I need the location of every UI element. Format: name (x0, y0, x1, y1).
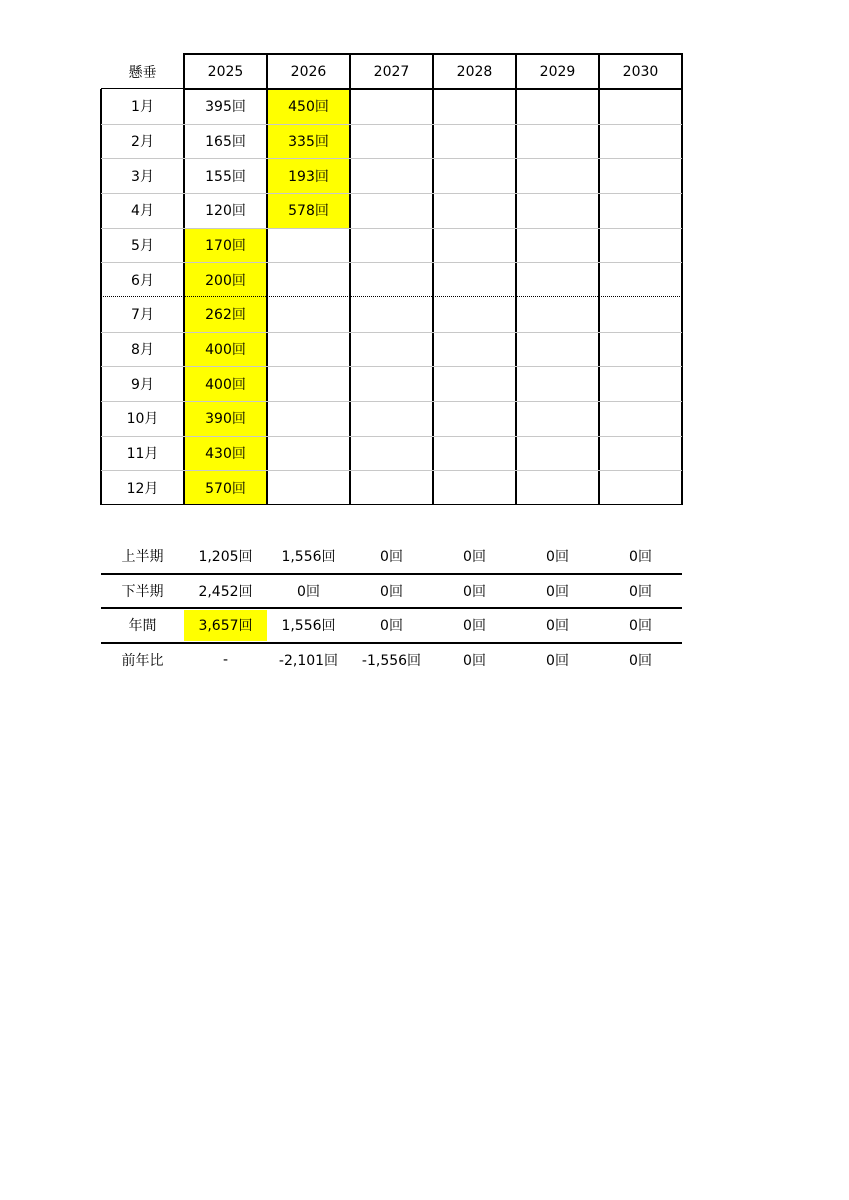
summary-divider (101, 573, 682, 575)
summary-label: 下半期 (121, 583, 164, 600)
summary-cell: 0回 (546, 549, 569, 566)
summary-cell: 1,556回 (281, 549, 336, 566)
data-cell (267, 262, 350, 297)
data-cell (599, 124, 682, 159)
data-cell (599, 366, 682, 401)
row-border (101, 470, 682, 471)
data-cell (350, 332, 433, 367)
summary-cell: 0回 (463, 549, 486, 566)
summary-cell: 0回 (463, 618, 486, 635)
summary-divider (101, 642, 682, 644)
data-cell (599, 297, 682, 332)
summary-cell: 0回 (297, 583, 320, 600)
data-cell (516, 228, 599, 263)
data-cell (350, 228, 433, 263)
header-column-border (515, 53, 517, 90)
summary-cell: 0回 (463, 583, 486, 600)
row-border (101, 436, 682, 437)
data-cell (516, 366, 599, 401)
data-cell: 395回 (205, 99, 246, 116)
month-label: 5月 (131, 238, 154, 254)
data-cell (350, 124, 433, 159)
data-cell (350, 262, 433, 297)
data-cell (267, 228, 350, 263)
summary-cell: 0回 (629, 549, 652, 566)
data-cell: 450回 (267, 89, 350, 124)
summary-cell: 0回 (629, 583, 652, 600)
data-cell: 193回 (267, 158, 350, 193)
data-cell (433, 332, 516, 367)
data-cell (599, 436, 682, 471)
corner-label: 懸垂 (128, 64, 157, 81)
half-year-divider (101, 296, 682, 297)
data-cell (433, 89, 516, 124)
data-cell (350, 366, 433, 401)
month-label: 8月 (131, 342, 154, 359)
year-header: 2026 (290, 63, 327, 80)
summary-cell: 0回 (380, 549, 403, 566)
row-border (101, 228, 682, 229)
summary-cell: - (222, 651, 229, 668)
data-cell (516, 193, 599, 228)
month-label: 9月 (131, 376, 154, 393)
data-cell (350, 436, 433, 471)
summary-cell: 0回 (546, 652, 569, 669)
row-border (101, 366, 682, 367)
summary-cell: 0回 (380, 618, 403, 635)
month-label: 11月 (126, 446, 159, 463)
data-cell (350, 470, 433, 505)
data-cell (599, 193, 682, 228)
data-cell (599, 470, 682, 505)
data-cell (433, 262, 516, 297)
header-column-border (681, 53, 683, 90)
summary-cell: 0回 (629, 618, 652, 635)
data-cell: 200回 (184, 262, 267, 297)
data-cell (350, 193, 433, 228)
data-cell (433, 436, 516, 471)
data-cell: 155回 (205, 168, 246, 185)
year-header: 2025 (207, 63, 244, 80)
data-cell: 578回 (267, 193, 350, 228)
data-cell (599, 401, 682, 436)
month-label: 4月 (131, 203, 154, 220)
row-border (101, 124, 682, 125)
row-border (101, 262, 682, 263)
summary-cell: 1,556回 (281, 618, 336, 635)
summary-divider (101, 607, 682, 609)
summary-cell: 1,205回 (198, 549, 253, 566)
data-cell (433, 366, 516, 401)
summary-cell: -1,556回 (361, 652, 422, 669)
data-cell (433, 228, 516, 263)
data-cell: 165回 (205, 133, 246, 150)
data-cell: 400回 (184, 366, 267, 401)
data-cell (433, 401, 516, 436)
header-column-border (266, 53, 268, 90)
summary-label: 年間 (128, 618, 157, 635)
data-cell: 170回 (184, 228, 267, 263)
data-cell (516, 401, 599, 436)
month-label: 6月 (131, 272, 154, 289)
data-cell (516, 89, 599, 124)
data-cell (433, 124, 516, 159)
data-cell: 570回 (184, 470, 267, 505)
summary-cell: -2,101回 (278, 652, 339, 669)
data-cell (350, 89, 433, 124)
data-cell (599, 228, 682, 263)
summary-cell: 0回 (463, 652, 486, 669)
summary-cell: 3,657回 (184, 610, 267, 641)
data-cell (516, 262, 599, 297)
month-label: 12月 (126, 480, 159, 497)
data-cell (516, 158, 599, 193)
summary-cell: 2,452回 (198, 583, 253, 600)
data-cell (516, 124, 599, 159)
data-cell (267, 297, 350, 332)
data-cell (433, 297, 516, 332)
data-cell: 262回 (184, 297, 267, 332)
header-column-border (598, 53, 600, 90)
data-cell (267, 470, 350, 505)
body-bottom-border (101, 504, 682, 505)
month-label: 2月 (131, 133, 154, 150)
header-column-border (349, 53, 351, 90)
data-cell (433, 193, 516, 228)
header-column-border (432, 53, 434, 90)
data-cell (516, 470, 599, 505)
row-border (101, 401, 682, 402)
summary-label: 上半期 (121, 549, 164, 566)
year-header: 2030 (622, 63, 659, 80)
data-cell (516, 436, 599, 471)
data-cell (599, 262, 682, 297)
month-label: 10月 (126, 411, 159, 428)
month-label: 1月 (131, 99, 154, 116)
data-cell (267, 366, 350, 401)
summary-label: 前年比 (121, 652, 164, 669)
data-cell (599, 332, 682, 367)
data-cell (599, 89, 682, 124)
row-border (101, 193, 682, 194)
data-cell (516, 332, 599, 367)
data-cell (350, 158, 433, 193)
row-border (101, 332, 682, 333)
data-cell (267, 332, 350, 367)
year-header: 2028 (456, 63, 493, 80)
data-cell (350, 401, 433, 436)
data-cell: 400回 (184, 332, 267, 367)
data-cell: 335回 (267, 124, 350, 159)
summary-cell: 0回 (629, 652, 652, 669)
year-header: 2027 (373, 63, 410, 80)
data-cell: 430回 (184, 436, 267, 471)
month-label: 3月 (131, 168, 154, 185)
data-cell (350, 297, 433, 332)
month-label: 7月 (131, 307, 154, 324)
body-top-border (101, 88, 184, 89)
summary-cell: 0回 (380, 583, 403, 600)
summary-cell: 0回 (546, 618, 569, 635)
data-cell (267, 401, 350, 436)
year-header: 2029 (539, 63, 576, 80)
row-border (101, 158, 682, 159)
data-cell (599, 158, 682, 193)
summary-cell: 0回 (546, 583, 569, 600)
data-cell (267, 436, 350, 471)
header-column-border (183, 53, 185, 90)
data-cell (433, 158, 516, 193)
data-cell (516, 297, 599, 332)
data-cell (433, 470, 516, 505)
data-cell: 390回 (184, 401, 267, 436)
data-cell: 120回 (205, 203, 246, 220)
